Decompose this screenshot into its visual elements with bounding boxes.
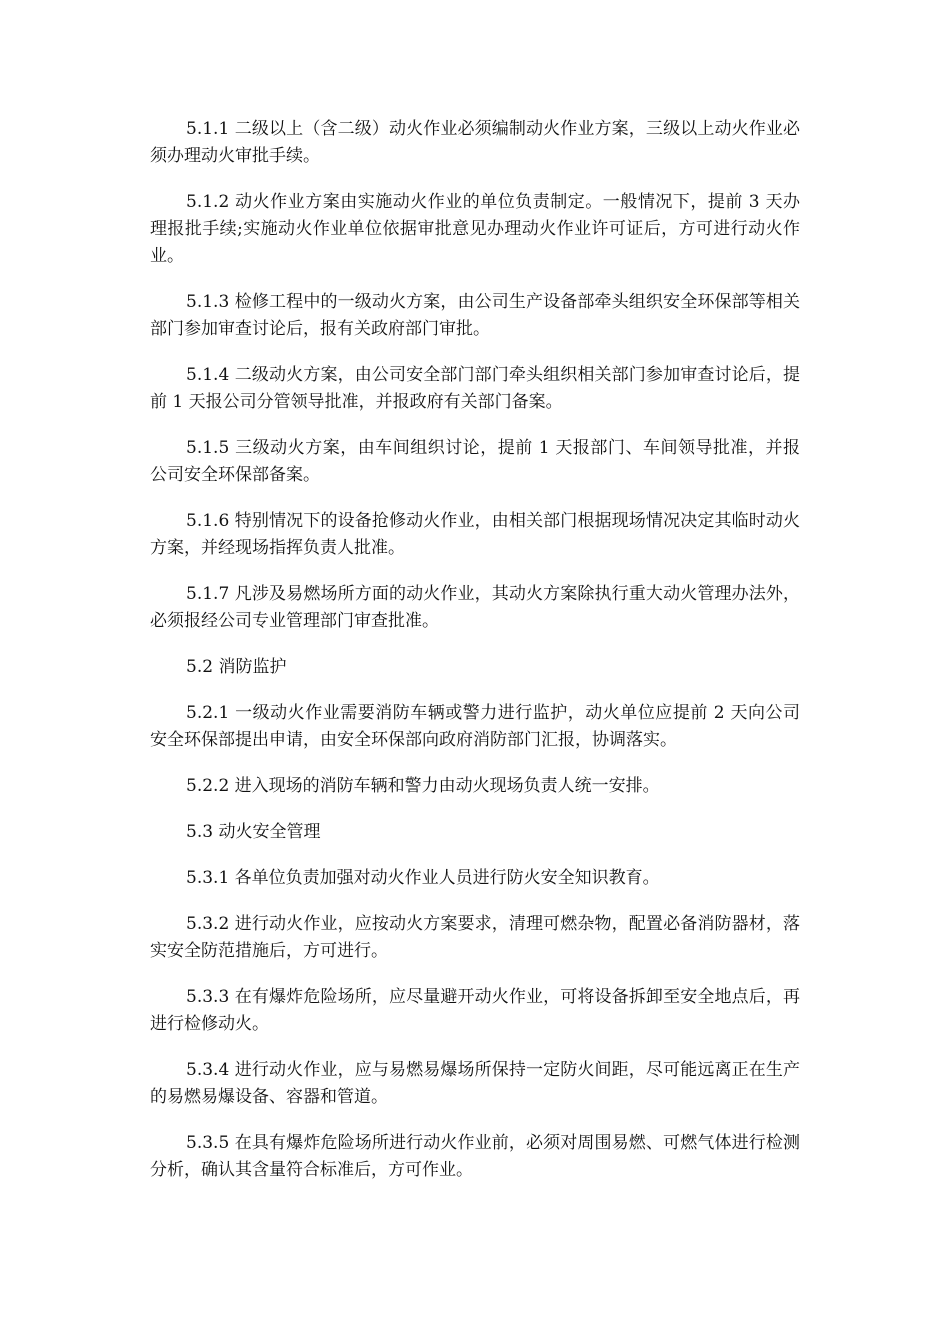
paragraph-5-3-5: 5.3.5 在具有爆炸危险场所进行动火作业前，必须对周围易燃、可燃气体进行检测分析，确认其含量符合标准后，方可作业。 — [150, 1133, 800, 1180]
paragraph-5-2-2: 5.2.2 进入现场的消防车辆和警力由动火现场负责人统一安排。 — [186, 776, 660, 796]
paragraph-5-3-3: 5.3.3 在有爆炸危险场所，应尽量避开动火作业，可将设备拆卸至安全地点后，再进行检修动火。 — [150, 987, 800, 1034]
section-heading-5-2: 5.2 消防监护 — [186, 657, 287, 677]
paragraph-5-3-4: 5.3.4 进行动火作业，应与易燃易爆场所保持一定防火间距，尽可能远离正在生产的易燃易爆设备、容器和管道。 — [150, 1060, 800, 1107]
paragraph-5-1-6: 5.1.6 特别情况下的设备抢修动火作业，由相关部门根据现场情况决定其临时动火方案，并经现场指挥负责人批准。 — [150, 511, 800, 558]
paragraph-5-1-2: 5.1.2 动火作业方案由实施动火作业的单位负责制定。一般情况下，提前 3 天办理报批手续;实施动火作业单位依据审批意见办理动火作业许可证后，方可进行动火作业。 — [150, 192, 801, 266]
paragraph-5-1-4: 5.1.4 二级动火方案，由公司安全部门部门牵头组织相关部门参加审查讨论后，提前 1 天报公司分管领导批准，并报政府有关部门备案。 — [150, 365, 800, 412]
paragraph-5-1-3: 5.1.3 检修工程中的一级动火方案，由公司生产设备部牵头组织安全环保部等相关部门参加审查讨论后，报有关政府部门审批。 — [150, 292, 800, 339]
paragraph-5-1-7: 5.1.7 凡涉及易燃场所方面的动火作业，其动火方案除执行重大动火管理办法外，必须报经公司专业管理部门审查批准。 — [150, 584, 800, 631]
section-heading-5-3: 5.3 动火安全管理 — [186, 822, 321, 842]
paragraph-5-3-2: 5.3.2 进行动火作业，应按动火方案要求，清理可燃杂物，配置必备消防器材，落实安全防范措施后，方可进行。 — [150, 914, 800, 961]
paragraph-5-1-5: 5.1.5 三级动火方案，由车间组织讨论，提前 1 天报部门、车间领导批准，并报公司安全环保部备案。 — [150, 438, 801, 485]
paragraph-5-3-1: 5.3.1 各单位负责加强对动火作业人员进行防火安全知识教育。 — [186, 868, 660, 888]
paragraph-5-2-1: 5.2.1 一级动火作业需要消防车辆或警力进行监护，动火单位应提前 2 天向公司安全环保部提出申请，由安全环保部向政府消防部门汇报，协调落实。 — [150, 703, 800, 750]
paragraph-5-1-1: 5.1.1 二级以上（含二级）动火作业必须编制动火作业方案，三级以上动火作业必须办理动火审批手续。 — [150, 119, 800, 166]
